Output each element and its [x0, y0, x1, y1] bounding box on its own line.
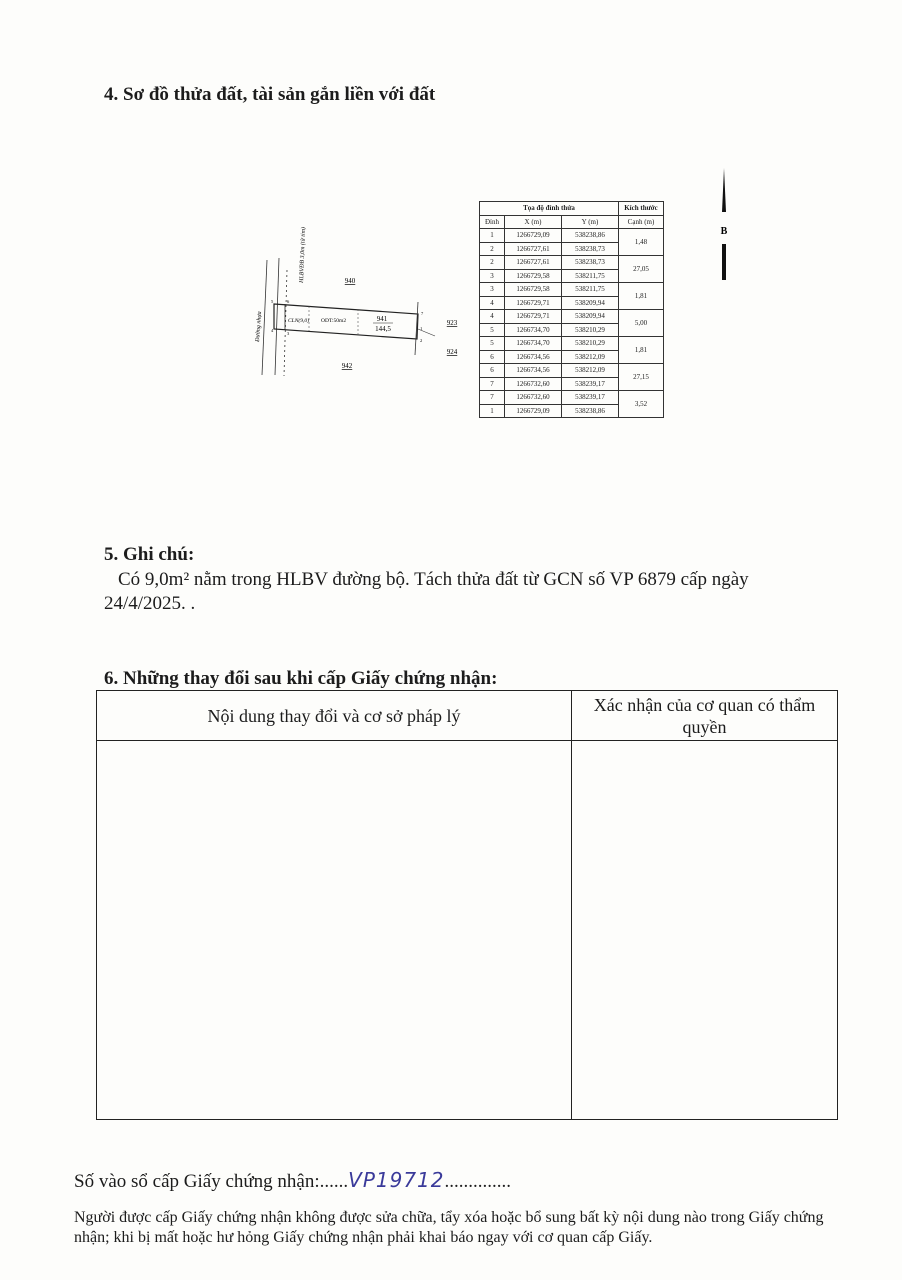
- parcel-area: 144,5: [375, 325, 391, 333]
- coord-row: 4 1266729,71 538209,94: [480, 296, 664, 310]
- zone-odt-label: ODT:50m2: [321, 318, 347, 324]
- coord-row: 1 1266729,09 538238,86: [480, 404, 664, 418]
- coord-row: 6 1266734,56 538212,09: [480, 350, 664, 364]
- length-group-header: Kích thước: [619, 202, 664, 216]
- svg-text:7: 7: [421, 311, 424, 316]
- registration-label: Số vào sổ cấp Giấy chứng nhận:: [74, 1171, 320, 1192]
- coord-row: 1 1266729,09 538238,86 1,48: [480, 229, 664, 243]
- svg-text:B: B: [720, 226, 728, 237]
- edge-length-cell: 1,81: [619, 283, 664, 310]
- changes-content-cell: [97, 741, 572, 1120]
- changes-col-content-header: Nội dung thay đổi và cơ sở pháp lý: [97, 691, 572, 741]
- svg-text:5: 5: [271, 299, 274, 304]
- coord-row: 7 1266732,60 538239,17: [480, 377, 664, 391]
- notes-line-2: 24/4/2025. .: [104, 593, 196, 614]
- x-col-header: X (m): [505, 215, 562, 229]
- coord-row: 4 1266729,71 538209,94 5,00: [480, 310, 664, 324]
- notes-line-1: Có 9,0m² nằm trong HLBV đường bộ. Tách thửa đất từ GCN số VP 6879 cấp ngày: [118, 569, 749, 590]
- road-edge-line: [262, 260, 267, 375]
- road-edge-line: [275, 258, 279, 375]
- section-4-title: 4. Sơ đồ thửa đất, tài sản gắn liền với đất: [104, 84, 436, 105]
- road-label: Đường nhựa: [255, 311, 264, 343]
- neighbor-923: 923: [446, 319, 458, 327]
- coord-row: 5 1266734,70 538210,29: [480, 323, 664, 337]
- neighbor-942: 942: [341, 362, 353, 370]
- zone-cln-label: CLN(9,0): [288, 318, 309, 324]
- svg-text:2: 2: [420, 338, 423, 343]
- corridor-line: [284, 270, 287, 376]
- edge-length-cell: 5,00: [619, 310, 664, 337]
- registration-number: VP19712: [348, 1168, 445, 1192]
- edge-length-cell: 3,52: [619, 391, 664, 418]
- svg-text:3: 3: [287, 331, 290, 336]
- edge-length-cell: 27,05: [619, 256, 664, 283]
- coord-row: 3 1266729,58 538211,75: [480, 269, 664, 283]
- vertex-coordinate-table: [479, 201, 664, 418]
- neighbor-924: 924: [446, 348, 458, 356]
- edge-length-cell: 27,15: [619, 364, 664, 391]
- y-col-header: Y (m): [562, 215, 619, 229]
- coord-row: 2 1266727,61 538238,73 27,05: [480, 256, 664, 270]
- coord-row: 6 1266734,56 538212,09 27,15: [480, 364, 664, 378]
- coord-row: 2 1266727,61 538238,73: [480, 242, 664, 256]
- changes-confirm-cell: [572, 741, 838, 1120]
- coord-group-header: Tọa độ đỉnh thửa: [480, 202, 619, 216]
- changes-col-confirm-header: Xác nhận của cơ quan có thẩm quyền: [572, 691, 838, 741]
- section-5-title: 5. Ghi chú:: [104, 544, 195, 565]
- coord-row: 7 1266732,60 538239,17 3,52: [480, 391, 664, 405]
- section-6-title: 6. Những thay đổi sau khi cấp Giấy chứng nhận:: [104, 668, 498, 689]
- certificate-notice: Người được cấp Giấy chứng nhận không được sửa chữa, tẩy xóa hoặc bổ sung bất kỳ nội dung nào trong Giấy chứng nhận; khi bị mất hoặc hư hỏng Giấy chứng nhận phải khai báo ngay với cơ quan cấp Giấy.: [74, 1209, 824, 1246]
- edge-col-header: Cạnh (m): [619, 215, 664, 229]
- north-arrow-icon: [712, 168, 736, 284]
- notes-text: [104, 568, 829, 616]
- parcel-number: 941: [376, 315, 388, 323]
- coord-row: 5 1266734,70 538210,29 1,81: [480, 337, 664, 351]
- svg-text:4: 4: [271, 328, 274, 333]
- coord-row: 3 1266729,58 538211,75 1,81: [480, 283, 664, 297]
- edge-length-cell: 1,81: [619, 337, 664, 364]
- svg-text:6: 6: [287, 299, 290, 304]
- vertex-col-header: Đỉnh: [480, 215, 505, 229]
- registration-number-line: Số vào sổ cấp Giấy chứng nhận:......VP19712..............: [74, 1168, 512, 1192]
- svg-text:1: 1: [420, 326, 423, 331]
- neighbor-940: 940: [344, 277, 356, 285]
- changes-table: [96, 690, 838, 1120]
- corridor-label: HLBVĐB 3,0m (từ tim): [299, 226, 307, 284]
- parcel-diagram: [245, 190, 475, 380]
- edge-length-cell: 1,48: [619, 229, 664, 256]
